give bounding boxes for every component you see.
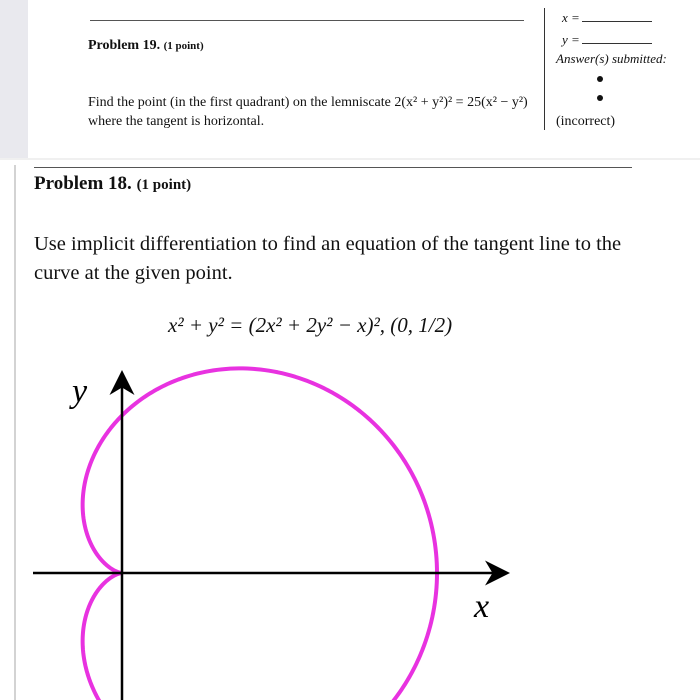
answer-column-divider [544, 8, 545, 130]
answer-x-label: x = [562, 10, 580, 25]
problem19-statement: Find the point (in the first quadrant) on the lemniscate 2(x² + y²)² = 25(x² − y²) where the tangent is horizontal. [88, 95, 528, 129]
answer-y-field[interactable] [582, 33, 652, 44]
problem19-points: (1 point) [163, 40, 204, 52]
problem19-rule [90, 20, 524, 21]
problem19-heading [88, 38, 204, 54]
problem18-points: (1 point) [136, 177, 192, 193]
problem18-instruction: Use implicit differentiation to find an equation of the tangent line to the curve at the given point. [34, 233, 622, 284]
answer-status: (incorrect) [556, 114, 616, 129]
answer-y-label: y = [562, 32, 580, 47]
problem18-rule [34, 167, 632, 168]
answers-submitted-label: Answer(s) submitted: [556, 51, 667, 66]
submitted-bullet-1 [597, 76, 603, 82]
problem18-equation: x² + y² = (2x² + 2y² − x)², (0, 1/2) [168, 313, 453, 337]
problem18-heading [34, 173, 191, 195]
answer-x-row [562, 10, 652, 26]
problem19-margin-bar [0, 0, 28, 160]
answer-y-row [562, 32, 652, 48]
x-axis-label: x [474, 588, 490, 625]
answer-x-field[interactable] [582, 11, 652, 22]
curve-graph [0, 360, 700, 700]
curve-path [83, 368, 437, 700]
problem19-text [88, 93, 538, 131]
screenshot-seam [0, 158, 700, 160]
submitted-bullet-2 [597, 95, 603, 101]
y-axis-label: y [72, 373, 88, 410]
problem19-title: Problem 19. [88, 38, 161, 53]
problem18-title: Problem 18. [34, 173, 132, 194]
